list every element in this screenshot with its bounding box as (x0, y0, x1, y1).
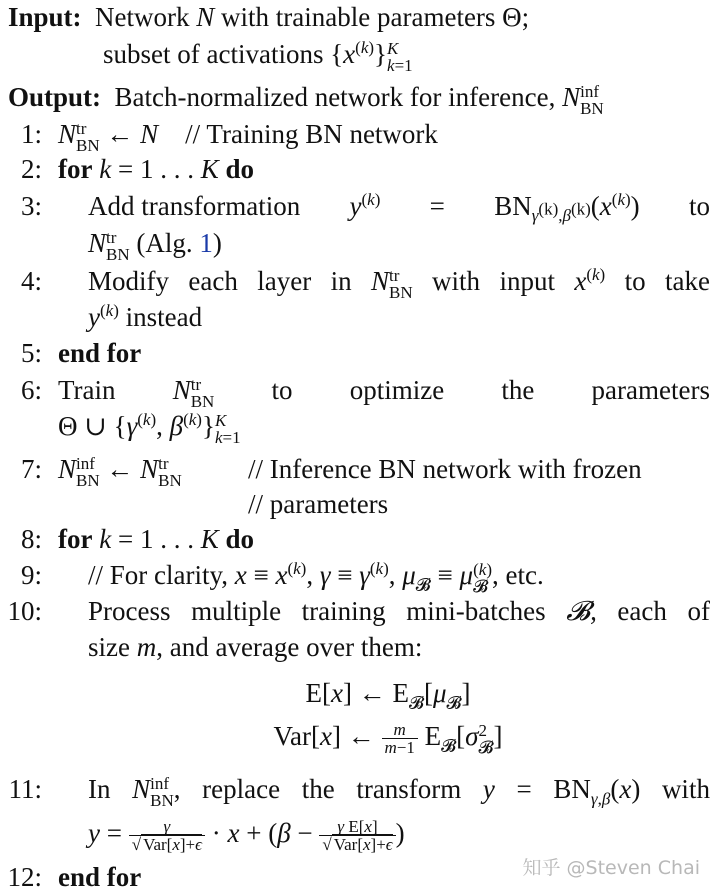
input-line-2 (103, 37, 413, 74)
line-number-11: 11: (8, 774, 42, 804)
parameters-text: parameters (591, 375, 710, 405)
line-6a: Train N tr BN to optimize the parameters (58, 374, 710, 411)
line-number-8: 8: (20, 524, 42, 554)
line-5: end for (58, 338, 142, 368)
line-number-3: 3: (20, 191, 42, 221)
line-number-7: 7: (20, 454, 42, 484)
line-8: for k = 1 . . . K do (58, 524, 254, 554)
line-3a: Add transformation $y^{(k)}$ = $BN_{\gamma^{(k)},\beta^{(k)}}(x^{(k)})$ to (88, 190, 710, 226)
add-transformation-text: Add transformation (88, 191, 301, 221)
line-7a: N inf BN ← N tr BN (58, 453, 182, 490)
line-number-9: 9: (20, 560, 42, 590)
train-text: Train (58, 375, 116, 405)
line-11b: y = $\frac{\gamma}{\text{√ Var[x]+ϵ}}$ · x + (β − $\frac{\text{γ E[x]}}{\text{√ Var[x]+ϵ}}$ ) (88, 817, 405, 855)
input-label: Input: (8, 2, 82, 32)
line-1: N tr BN ← N // Training BN network (58, 118, 438, 155)
line-number-5: 5: (20, 338, 42, 368)
equation-variance: Var[x] ← $\frac{m}{m-1}$ $E_𝓑[\sigma$ 2 𝓑 ] (273, 720, 503, 758)
the-text: the (501, 375, 535, 405)
line-4b: $y^{(k)}$ instead (88, 301, 203, 332)
do-keyword: do (225, 154, 254, 184)
line-9: // For clarity, $x \equiv x^{(k)}$, $\gamma \equiv \gamma^{(k)}$, $\mu_𝓑 \equiv \mu$ (k) 𝓑 , etc. (88, 559, 544, 596)
average-text: , and average over them: (156, 632, 423, 662)
line-11a: In N inf BN , replace the transform y = $BN_{\gamma,\beta}(x)$ with (88, 773, 710, 810)
for-keyword: for (58, 154, 93, 184)
line-number-4: 4: (20, 266, 42, 296)
do-keyword-2: do (225, 524, 254, 554)
size-text: size (88, 632, 130, 662)
input-text-1: Network N with trainable parameters Θ; (88, 2, 530, 32)
watermark: 知乎 @Steven Chai (522, 857, 700, 879)
line-4a: Modify each layer in N tr BN with input $x^{(k)}$ to take (88, 265, 710, 302)
line-10a: Process multiple training mini-batches 𝓑, each of (88, 596, 710, 626)
line-2: for k = 1 . . . K do (58, 154, 254, 184)
equation-expectation: E[x] ← $E_𝓑[\mu_𝓑]$ (305, 678, 471, 713)
line-number-1: 1: (20, 119, 42, 149)
comment-inference-2: // parameters (248, 489, 389, 519)
to-text: to (688, 191, 710, 221)
in-text: In (88, 774, 111, 804)
optimize-text: optimize (349, 375, 445, 405)
comment-inference-1: // Inference BN network with frozen (248, 454, 642, 484)
output-line (8, 80, 604, 117)
input-text-2: subset of activations $\{x^{(k)}\}$ K k=1 (103, 38, 413, 75)
line-number-10: 10: (7, 596, 42, 626)
for-clarity-text: // For clarity, (88, 560, 228, 590)
line-number-2: 2: (20, 154, 42, 184)
line-3b: N tr BN (Alg. 1) (88, 227, 222, 264)
line-10b: size m, and average over them: (88, 632, 423, 662)
instead-text: instead (125, 302, 203, 332)
with-text: with (661, 774, 710, 804)
comment-training: // Training BN network (185, 119, 438, 149)
line-12: end for (58, 862, 142, 892)
line-6b: Θ ∪ {$\gamma^{(k)}$, $\beta^{(k)}$} K k=1 (58, 410, 241, 447)
for-keyword-2: for (58, 524, 93, 554)
line-number-6: 6: (20, 375, 42, 405)
input-line-1 (8, 0, 529, 34)
alg-link[interactable]: 1 (199, 228, 213, 258)
line-number-12: 12: (7, 862, 42, 892)
to-text-2: to (271, 375, 293, 405)
output-text: Batch-normalized network for inference, N inf BN (107, 81, 604, 118)
etc-text: , etc. (491, 560, 544, 590)
output-label: Output: (8, 82, 102, 112)
